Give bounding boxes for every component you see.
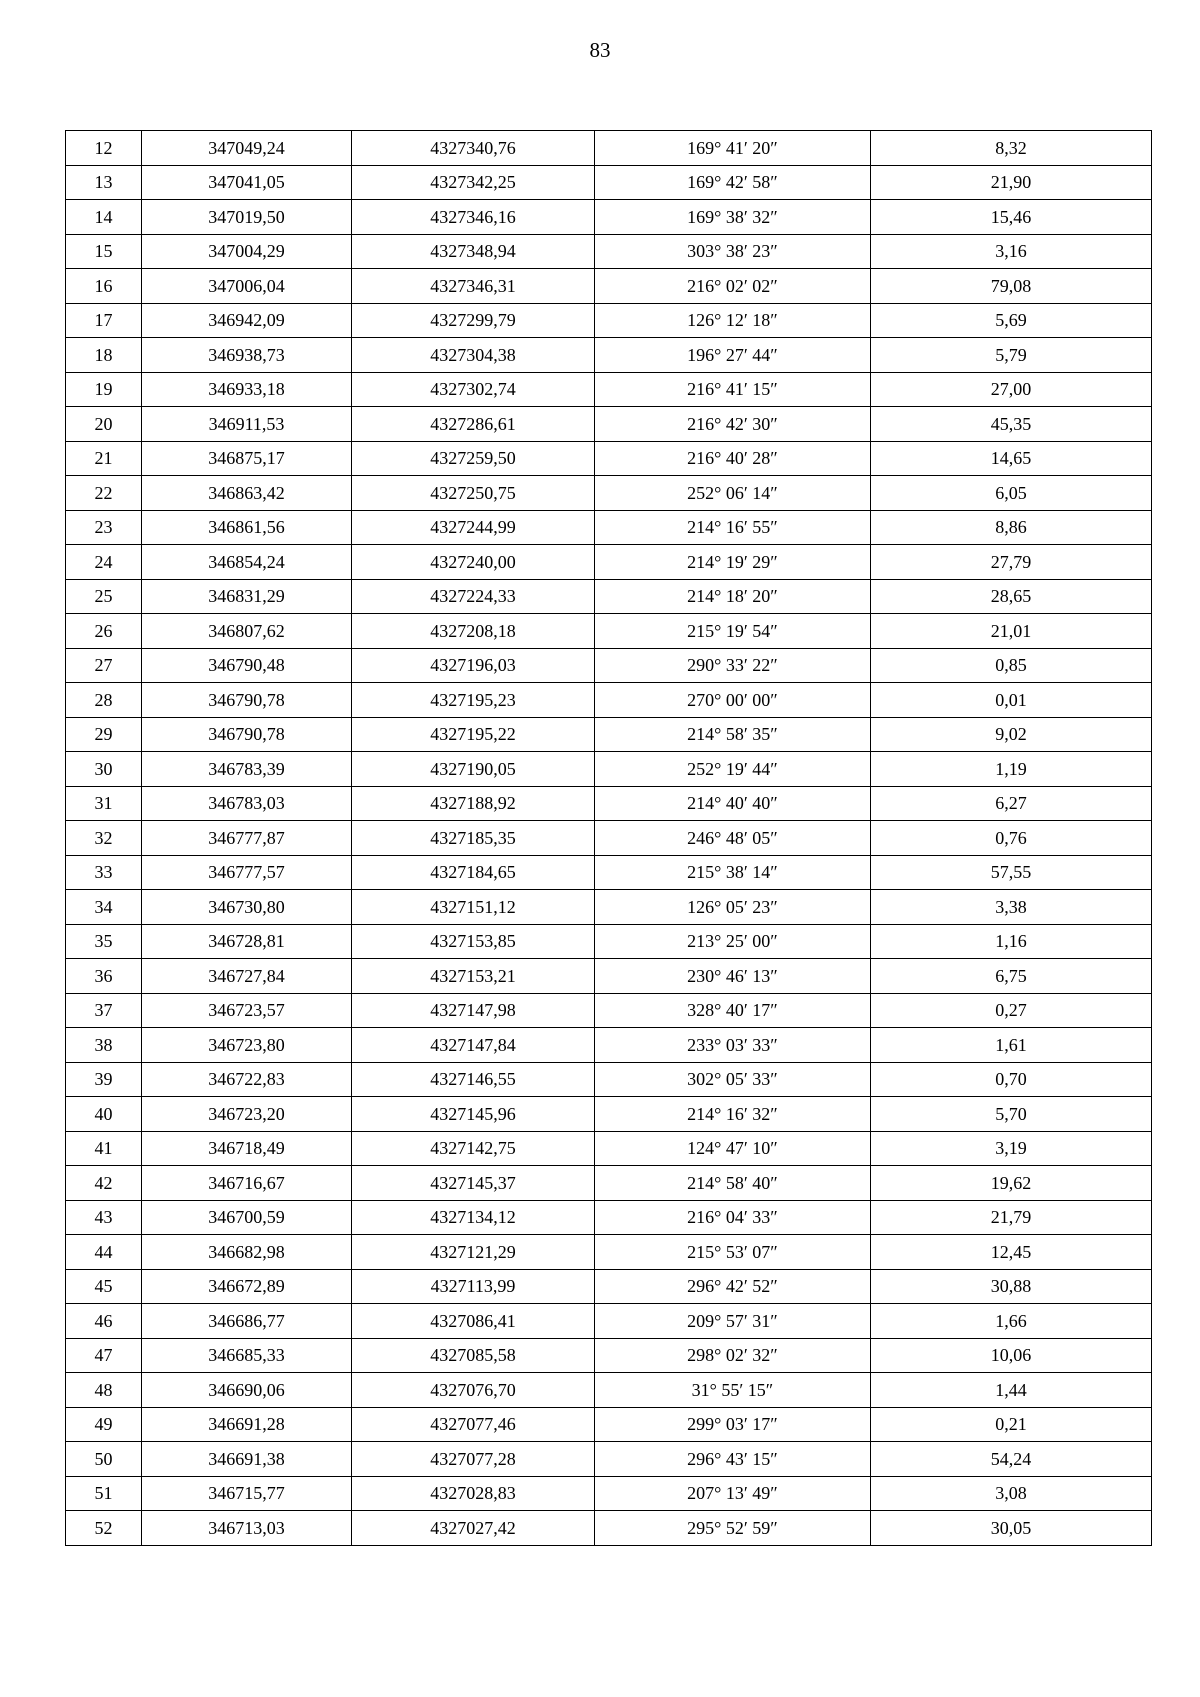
distance-cell: 21,01 [871, 614, 1152, 649]
distance-cell: 5,79 [871, 338, 1152, 373]
table-row [66, 1028, 1152, 1063]
y-coordinate-cell: 4327346,16 [352, 200, 595, 235]
y-coordinate-cell: 4327076,70 [352, 1373, 595, 1408]
y-coordinate-cell: 4327028,83 [352, 1476, 595, 1511]
y-coordinate-cell: 4327190,05 [352, 752, 595, 787]
distance-cell: 1,61 [871, 1028, 1152, 1063]
x-coordinate-cell: 346715,77 [142, 1476, 352, 1511]
table-row [66, 1269, 1152, 1304]
distance-cell: 45,35 [871, 407, 1152, 442]
distance-cell: 21,90 [871, 165, 1152, 200]
y-coordinate-cell: 4327244,99 [352, 510, 595, 545]
x-coordinate-cell: 346700,59 [142, 1200, 352, 1235]
x-coordinate-cell: 346933,18 [142, 372, 352, 407]
point-number-cell: 25 [66, 579, 142, 614]
y-coordinate-cell: 4327240,00 [352, 545, 595, 580]
y-coordinate-cell: 4327085,58 [352, 1338, 595, 1373]
x-coordinate-cell: 346686,77 [142, 1304, 352, 1339]
table-row [66, 165, 1152, 200]
y-coordinate-cell: 4327142,75 [352, 1131, 595, 1166]
distance-cell: 19,62 [871, 1166, 1152, 1201]
table-row [66, 1200, 1152, 1235]
x-coordinate-cell: 347019,50 [142, 200, 352, 235]
direction-angle-cell: 215° 53′ 07″ [595, 1235, 871, 1270]
table-row [66, 924, 1152, 959]
table-row [66, 959, 1152, 994]
table-row [66, 855, 1152, 890]
y-coordinate-cell: 4327145,96 [352, 1097, 595, 1132]
point-number-cell: 47 [66, 1338, 142, 1373]
distance-cell: 1,66 [871, 1304, 1152, 1339]
coordinates-table-body [66, 131, 1152, 1546]
direction-angle-cell: 169° 41′ 20″ [595, 131, 871, 166]
table-row [66, 510, 1152, 545]
table-row [66, 648, 1152, 683]
direction-angle-cell: 216° 02′ 02″ [595, 269, 871, 304]
distance-cell: 5,69 [871, 303, 1152, 338]
table-row [66, 476, 1152, 511]
direction-angle-cell: 213° 25′ 00″ [595, 924, 871, 959]
direction-angle-cell: 214° 19′ 29″ [595, 545, 871, 580]
distance-cell: 3,19 [871, 1131, 1152, 1166]
y-coordinate-cell: 4327302,74 [352, 372, 595, 407]
x-coordinate-cell: 346691,38 [142, 1442, 352, 1477]
point-number-cell: 51 [66, 1476, 142, 1511]
direction-angle-cell: 233° 03′ 33″ [595, 1028, 871, 1063]
point-number-cell: 26 [66, 614, 142, 649]
direction-angle-cell: 214° 16′ 55″ [595, 510, 871, 545]
x-coordinate-cell: 346911,53 [142, 407, 352, 442]
table-row [66, 1097, 1152, 1132]
point-number-cell: 31 [66, 786, 142, 821]
y-coordinate-cell: 4327348,94 [352, 234, 595, 269]
x-coordinate-cell: 346672,89 [142, 1269, 352, 1304]
y-coordinate-cell: 4327195,22 [352, 717, 595, 752]
y-coordinate-cell: 4327346,31 [352, 269, 595, 304]
point-number-cell: 15 [66, 234, 142, 269]
point-number-cell: 35 [66, 924, 142, 959]
table-row [66, 752, 1152, 787]
distance-cell: 8,86 [871, 510, 1152, 545]
x-coordinate-cell: 346716,67 [142, 1166, 352, 1201]
y-coordinate-cell: 4327077,28 [352, 1442, 595, 1477]
distance-cell: 57,55 [871, 855, 1152, 890]
x-coordinate-cell: 346718,49 [142, 1131, 352, 1166]
table-row [66, 1407, 1152, 1442]
table-row [66, 1304, 1152, 1339]
direction-angle-cell: 303° 38′ 23″ [595, 234, 871, 269]
distance-cell: 54,24 [871, 1442, 1152, 1477]
point-number-cell: 44 [66, 1235, 142, 1270]
y-coordinate-cell: 4327151,12 [352, 890, 595, 925]
point-number-cell: 23 [66, 510, 142, 545]
y-coordinate-cell: 4327304,38 [352, 338, 595, 373]
table-row [66, 993, 1152, 1028]
direction-angle-cell: 214° 58′ 40″ [595, 1166, 871, 1201]
direction-angle-cell: 126° 12′ 18″ [595, 303, 871, 338]
point-number-cell: 37 [66, 993, 142, 1028]
table-row [66, 131, 1152, 166]
distance-cell: 6,05 [871, 476, 1152, 511]
x-coordinate-cell: 346875,17 [142, 441, 352, 476]
coordinates-table [65, 130, 1152, 1546]
direction-angle-cell: 31° 55′ 15″ [595, 1373, 871, 1408]
distance-cell: 0,21 [871, 1407, 1152, 1442]
y-coordinate-cell: 4327153,85 [352, 924, 595, 959]
point-number-cell: 27 [66, 648, 142, 683]
direction-angle-cell: 215° 38′ 14″ [595, 855, 871, 890]
x-coordinate-cell: 347041,05 [142, 165, 352, 200]
y-coordinate-cell: 4327147,98 [352, 993, 595, 1028]
x-coordinate-cell: 346713,03 [142, 1511, 352, 1546]
table-row [66, 1511, 1152, 1546]
direction-angle-cell: 126° 05′ 23″ [595, 890, 871, 925]
x-coordinate-cell: 346690,06 [142, 1373, 352, 1408]
point-number-cell: 28 [66, 683, 142, 718]
x-coordinate-cell: 346783,03 [142, 786, 352, 821]
y-coordinate-cell: 4327340,76 [352, 131, 595, 166]
table-row [66, 821, 1152, 856]
direction-angle-cell: 214° 18′ 20″ [595, 579, 871, 614]
y-coordinate-cell: 4327113,99 [352, 1269, 595, 1304]
distance-cell: 0,01 [871, 683, 1152, 718]
distance-cell: 1,19 [871, 752, 1152, 787]
x-coordinate-cell: 346861,56 [142, 510, 352, 545]
point-number-cell: 36 [66, 959, 142, 994]
direction-angle-cell: 215° 19′ 54″ [595, 614, 871, 649]
point-number-cell: 33 [66, 855, 142, 890]
table-row [66, 200, 1152, 235]
point-number-cell: 24 [66, 545, 142, 580]
x-coordinate-cell: 346790,78 [142, 683, 352, 718]
direction-angle-cell: 214° 58′ 35″ [595, 717, 871, 752]
distance-cell: 9,02 [871, 717, 1152, 752]
distance-cell: 3,08 [871, 1476, 1152, 1511]
point-number-cell: 29 [66, 717, 142, 752]
table-row [66, 303, 1152, 338]
distance-cell: 0,76 [871, 821, 1152, 856]
table-row [66, 614, 1152, 649]
x-coordinate-cell: 346722,83 [142, 1062, 352, 1097]
distance-cell: 6,27 [871, 786, 1152, 821]
distance-cell: 0,70 [871, 1062, 1152, 1097]
x-coordinate-cell: 346790,48 [142, 648, 352, 683]
point-number-cell: 16 [66, 269, 142, 304]
table-row [66, 269, 1152, 304]
point-number-cell: 41 [66, 1131, 142, 1166]
y-coordinate-cell: 4327146,55 [352, 1062, 595, 1097]
y-coordinate-cell: 4327077,46 [352, 1407, 595, 1442]
distance-cell: 3,16 [871, 234, 1152, 269]
point-number-cell: 32 [66, 821, 142, 856]
distance-cell: 14,65 [871, 441, 1152, 476]
distance-cell: 30,05 [871, 1511, 1152, 1546]
y-coordinate-cell: 4327134,12 [352, 1200, 595, 1235]
y-coordinate-cell: 4327286,61 [352, 407, 595, 442]
y-coordinate-cell: 4327299,79 [352, 303, 595, 338]
table-row [66, 545, 1152, 580]
distance-cell: 10,06 [871, 1338, 1152, 1373]
direction-angle-cell: 296° 43′ 15″ [595, 1442, 871, 1477]
distance-cell: 30,88 [871, 1269, 1152, 1304]
point-number-cell: 52 [66, 1511, 142, 1546]
table-row [66, 786, 1152, 821]
y-coordinate-cell: 4327147,84 [352, 1028, 595, 1063]
x-coordinate-cell: 346730,80 [142, 890, 352, 925]
point-number-cell: 50 [66, 1442, 142, 1477]
direction-angle-cell: 216° 42′ 30″ [595, 407, 871, 442]
x-coordinate-cell: 346777,57 [142, 855, 352, 890]
direction-angle-cell: 216° 40′ 28″ [595, 441, 871, 476]
distance-cell: 15,46 [871, 200, 1152, 235]
table-row [66, 890, 1152, 925]
y-coordinate-cell: 4327196,03 [352, 648, 595, 683]
x-coordinate-cell: 346790,78 [142, 717, 352, 752]
x-coordinate-cell: 346942,09 [142, 303, 352, 338]
point-number-cell: 46 [66, 1304, 142, 1339]
table-row [66, 1166, 1152, 1201]
x-coordinate-cell: 346854,24 [142, 545, 352, 580]
direction-angle-cell: 290° 33′ 22″ [595, 648, 871, 683]
x-coordinate-cell: 346728,81 [142, 924, 352, 959]
direction-angle-cell: 246° 48′ 05″ [595, 821, 871, 856]
distance-cell: 0,85 [871, 648, 1152, 683]
x-coordinate-cell: 346863,42 [142, 476, 352, 511]
direction-angle-cell: 295° 52′ 59″ [595, 1511, 871, 1546]
distance-cell: 0,27 [871, 993, 1152, 1028]
point-number-cell: 39 [66, 1062, 142, 1097]
distance-cell: 6,75 [871, 959, 1152, 994]
direction-angle-cell: 216° 41′ 15″ [595, 372, 871, 407]
distance-cell: 1,16 [871, 924, 1152, 959]
x-coordinate-cell: 346691,28 [142, 1407, 352, 1442]
direction-angle-cell: 299° 03′ 17″ [595, 1407, 871, 1442]
direction-angle-cell: 298° 02′ 32″ [595, 1338, 871, 1373]
y-coordinate-cell: 4327250,75 [352, 476, 595, 511]
table-row [66, 1131, 1152, 1166]
direction-angle-cell: 207° 13′ 49″ [595, 1476, 871, 1511]
x-coordinate-cell: 346938,73 [142, 338, 352, 373]
x-coordinate-cell: 346682,98 [142, 1235, 352, 1270]
point-number-cell: 49 [66, 1407, 142, 1442]
point-number-cell: 13 [66, 165, 142, 200]
y-coordinate-cell: 4327145,37 [352, 1166, 595, 1201]
point-number-cell: 38 [66, 1028, 142, 1063]
point-number-cell: 18 [66, 338, 142, 373]
point-number-cell: 34 [66, 890, 142, 925]
point-number-cell: 12 [66, 131, 142, 166]
table-row [66, 717, 1152, 752]
distance-cell: 27,00 [871, 372, 1152, 407]
distance-cell: 21,79 [871, 1200, 1152, 1235]
y-coordinate-cell: 4327188,92 [352, 786, 595, 821]
x-coordinate-cell: 346831,29 [142, 579, 352, 614]
x-coordinate-cell: 346685,33 [142, 1338, 352, 1373]
table-row [66, 407, 1152, 442]
direction-angle-cell: 124° 47′ 10″ [595, 1131, 871, 1166]
page-number: 83 [589, 38, 611, 62]
point-number-cell: 42 [66, 1166, 142, 1201]
table-row [66, 1062, 1152, 1097]
y-coordinate-cell: 4327153,21 [352, 959, 595, 994]
x-coordinate-cell: 346783,39 [142, 752, 352, 787]
x-coordinate-cell: 346723,57 [142, 993, 352, 1028]
x-coordinate-cell: 347006,04 [142, 269, 352, 304]
point-number-cell: 19 [66, 372, 142, 407]
table-row [66, 372, 1152, 407]
point-number-cell: 20 [66, 407, 142, 442]
point-number-cell: 21 [66, 441, 142, 476]
direction-angle-cell: 169° 38′ 32″ [595, 200, 871, 235]
distance-cell: 1,44 [871, 1373, 1152, 1408]
table-row [66, 234, 1152, 269]
x-coordinate-cell: 347049,24 [142, 131, 352, 166]
point-number-cell: 40 [66, 1097, 142, 1132]
direction-angle-cell: 230° 46′ 13″ [595, 959, 871, 994]
direction-angle-cell: 214° 40′ 40″ [595, 786, 871, 821]
distance-cell: 5,70 [871, 1097, 1152, 1132]
distance-cell: 12,45 [871, 1235, 1152, 1270]
table-row [66, 579, 1152, 614]
point-number-cell: 17 [66, 303, 142, 338]
distance-cell: 27,79 [871, 545, 1152, 580]
direction-angle-cell: 169° 42′ 58″ [595, 165, 871, 200]
direction-angle-cell: 328° 40′ 17″ [595, 993, 871, 1028]
x-coordinate-cell: 346777,87 [142, 821, 352, 856]
table-row [66, 683, 1152, 718]
direction-angle-cell: 252° 06′ 14″ [595, 476, 871, 511]
distance-cell: 79,08 [871, 269, 1152, 304]
direction-angle-cell: 196° 27′ 44″ [595, 338, 871, 373]
y-coordinate-cell: 4327027,42 [352, 1511, 595, 1546]
point-number-cell: 14 [66, 200, 142, 235]
point-number-cell: 48 [66, 1373, 142, 1408]
direction-angle-cell: 209° 57′ 31″ [595, 1304, 871, 1339]
y-coordinate-cell: 4327185,35 [352, 821, 595, 856]
y-coordinate-cell: 4327086,41 [352, 1304, 595, 1339]
direction-angle-cell: 270° 00′ 00″ [595, 683, 871, 718]
direction-angle-cell: 214° 16′ 32″ [595, 1097, 871, 1132]
y-coordinate-cell: 4327184,65 [352, 855, 595, 890]
distance-cell: 8,32 [871, 131, 1152, 166]
direction-angle-cell: 216° 04′ 33″ [595, 1200, 871, 1235]
direction-angle-cell: 252° 19′ 44″ [595, 752, 871, 787]
y-coordinate-cell: 4327342,25 [352, 165, 595, 200]
direction-angle-cell: 296° 42′ 52″ [595, 1269, 871, 1304]
table-row [66, 1235, 1152, 1270]
distance-cell: 3,38 [871, 890, 1152, 925]
point-number-cell: 22 [66, 476, 142, 511]
x-coordinate-cell: 346807,62 [142, 614, 352, 649]
point-number-cell: 45 [66, 1269, 142, 1304]
table-row [66, 1476, 1152, 1511]
x-coordinate-cell: 346723,20 [142, 1097, 352, 1132]
direction-angle-cell: 302° 05′ 33″ [595, 1062, 871, 1097]
x-coordinate-cell: 346727,84 [142, 959, 352, 994]
x-coordinate-cell: 347004,29 [142, 234, 352, 269]
table-row [66, 1338, 1152, 1373]
x-coordinate-cell: 346723,80 [142, 1028, 352, 1063]
y-coordinate-cell: 4327224,33 [352, 579, 595, 614]
table-row [66, 338, 1152, 373]
y-coordinate-cell: 4327259,50 [352, 441, 595, 476]
y-coordinate-cell: 4327195,23 [352, 683, 595, 718]
point-number-cell: 43 [66, 1200, 142, 1235]
table-row [66, 441, 1152, 476]
y-coordinate-cell: 4327121,29 [352, 1235, 595, 1270]
table-row [66, 1442, 1152, 1477]
distance-cell: 28,65 [871, 579, 1152, 614]
table-row [66, 1373, 1152, 1408]
point-number-cell: 30 [66, 752, 142, 787]
y-coordinate-cell: 4327208,18 [352, 614, 595, 649]
